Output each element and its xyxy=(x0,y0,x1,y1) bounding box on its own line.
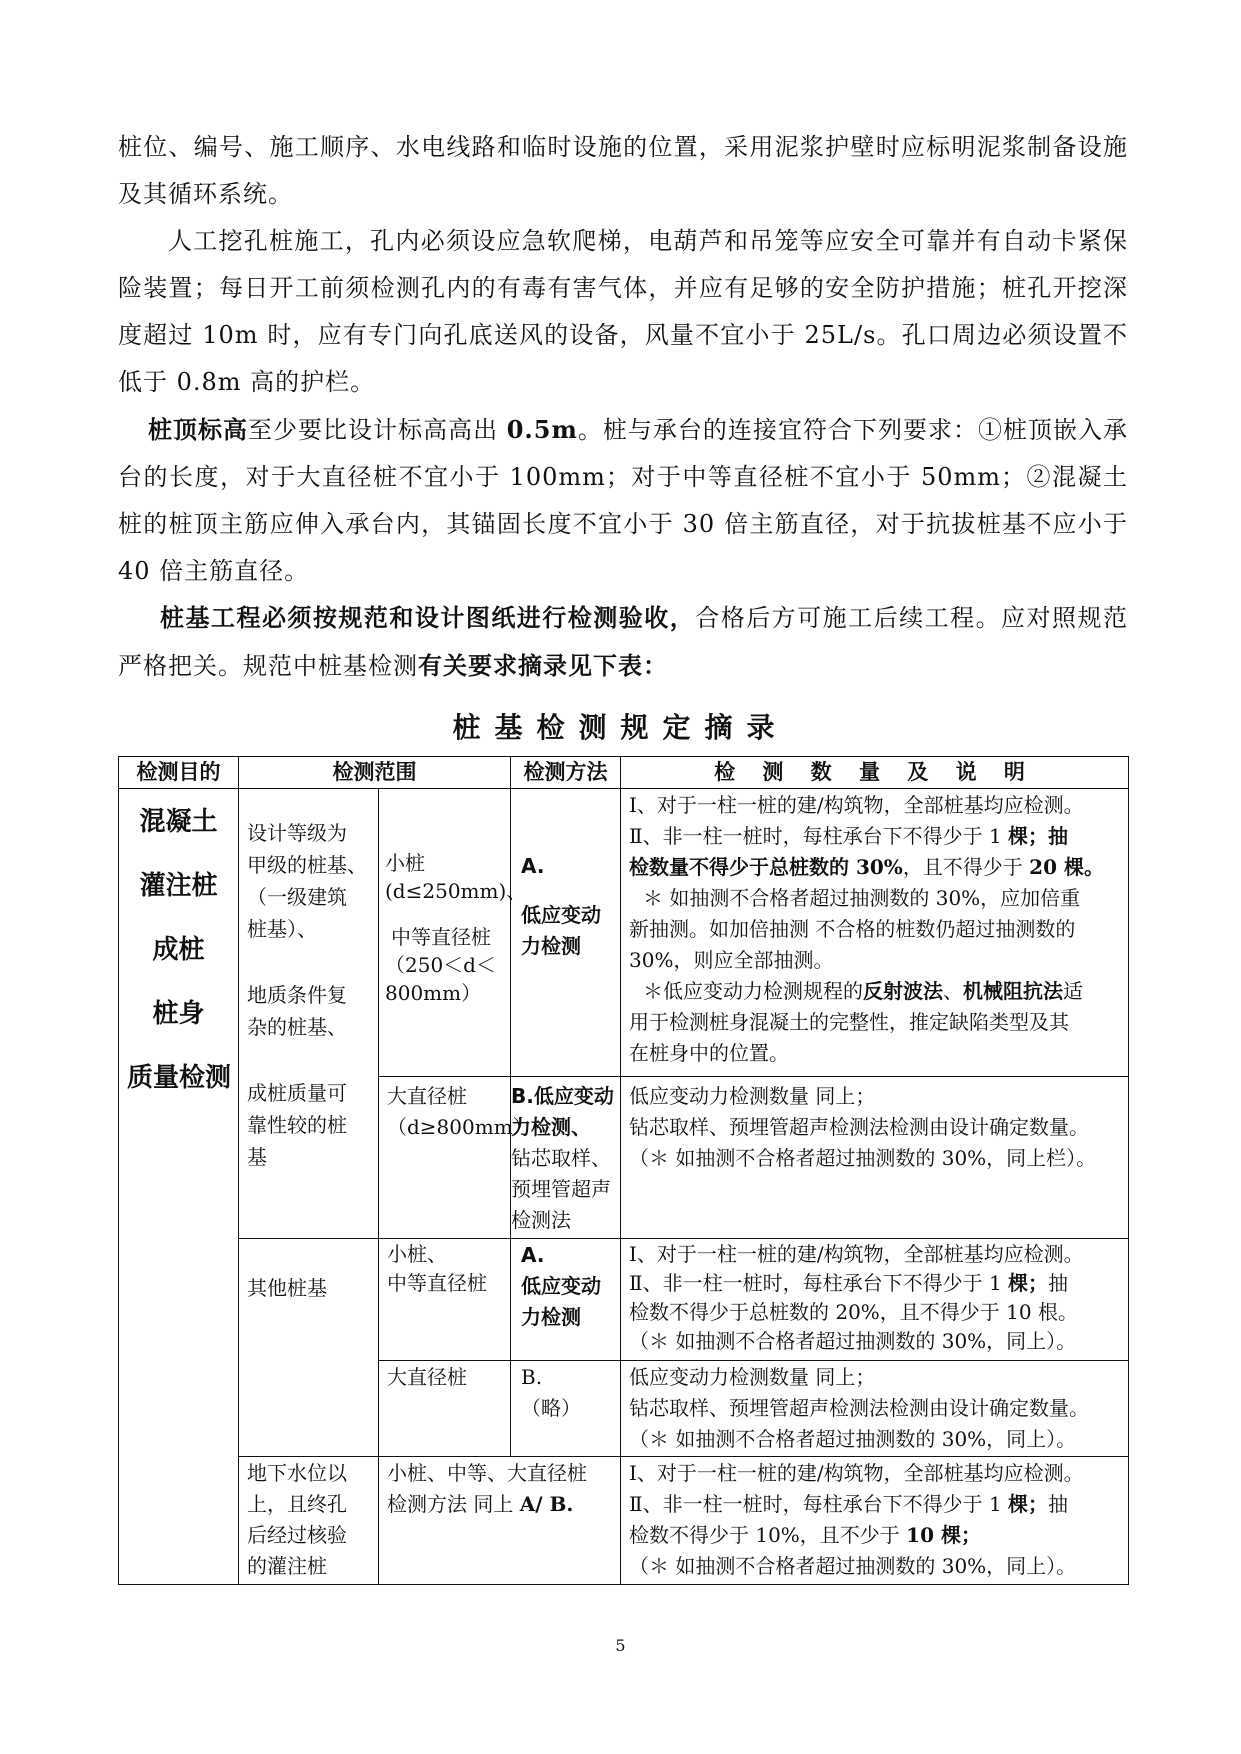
header-method: 检测方法 xyxy=(511,757,621,789)
quantity-line: 钻芯取样、预埋管超声检测法检测由设计确定数量。 xyxy=(629,1396,1089,1420)
paragraph-4 xyxy=(118,594,1128,690)
method-line: 钻芯取样、 xyxy=(511,1146,611,1170)
method-line: 低应变动 xyxy=(521,903,601,927)
quantity-cell xyxy=(621,1239,1129,1361)
quantity-cell xyxy=(621,789,1129,1077)
size-line: 小桩、中等、大直径桩 xyxy=(387,1461,587,1485)
quantity-text: 抽 xyxy=(1048,1271,1069,1295)
quantity-line: 30%，则应全部抽测。 xyxy=(629,948,834,972)
paragraph-2 xyxy=(118,218,1128,406)
scope-line xyxy=(247,1043,370,1077)
quantity-line: 低应变动力检测数量 同上； xyxy=(629,1365,876,1389)
scope-cell-group2 xyxy=(239,1239,379,1457)
quantity-cell xyxy=(621,1077,1129,1239)
quantity-line: Ⅰ、对于一柱一桩的建/构筑物，全部桩基均应检测。 xyxy=(629,793,1084,817)
size-line: 中等直径桩 xyxy=(391,925,491,949)
scope-cell-group1 xyxy=(239,789,379,1239)
scope-line: 后经过核验 xyxy=(247,1523,347,1547)
paragraph-4-text: 合格后方可施工后续工程。应对照规范严格把关。规范中桩基检测 xyxy=(118,604,1129,680)
quantity-line xyxy=(629,1269,1120,1298)
size-method-cell xyxy=(379,1457,621,1585)
size-cell xyxy=(379,789,527,1077)
scope-line: 杂的桩基、 xyxy=(247,1015,347,1039)
size-cell xyxy=(379,1361,511,1457)
quantity-bold-text: 检数量不得少于总桩数的 30% xyxy=(629,855,903,879)
quantity-cell xyxy=(621,1361,1129,1457)
pile-inspection-table xyxy=(118,756,1129,1585)
size-line: 大直径桩 xyxy=(387,1084,467,1108)
method-cell xyxy=(511,789,621,1077)
quantity-line xyxy=(629,1489,1120,1520)
size-line: 中等直径桩 xyxy=(387,1271,487,1295)
paragraph-3-text-b: 。桩与承台的连接宜符合下列要求：①桩顶嵌入承台的长度，对于大直径桩不宜小于 100mm；对于中等直径桩不宜小于 50mm；②混凝土桩的桩顶主筋应伸入承台内，其锚固长度不宜小于 30 倍主筋直径，对于抗拔桩基不应小于 40 倍主筋直径。 xyxy=(118,416,1129,585)
purpose-line: 混凝土 xyxy=(139,807,218,837)
purpose-line: 质量检测 xyxy=(127,1063,232,1093)
purpose-line: 成桩 xyxy=(152,935,205,965)
size-text: 检测方法 同上 xyxy=(387,1492,520,1516)
quantity-text: Ⅱ、非一柱一桩时，每柱承台下不得少于 1 xyxy=(629,1271,1009,1295)
method-line: A. xyxy=(521,1243,545,1267)
quantity-text: ，且不得少于 xyxy=(902,855,1030,879)
scope-line: 其他桩基 xyxy=(247,1276,327,1300)
paragraph-1 xyxy=(118,124,1128,218)
quantity-line xyxy=(629,976,1120,1007)
size-line: 800mm） xyxy=(385,981,482,1005)
method-cell xyxy=(511,1239,621,1361)
scope-line: 上，且终孔 xyxy=(247,1492,347,1516)
paragraph-3 xyxy=(118,406,1128,595)
scope-line: 靠性较的桩 xyxy=(247,1113,347,1137)
paragraph-4-bold-b: 有关要求摘录见下表： xyxy=(418,651,668,680)
size-line xyxy=(385,905,508,923)
quantity-line: 检数不得少于总桩数的 20%，且不得少于 10 根。 xyxy=(629,1300,1078,1324)
scope-cell-group3 xyxy=(239,1457,379,1585)
method-cell xyxy=(511,1361,621,1457)
size-bold-text: A/ B. xyxy=(519,1492,574,1516)
table-row xyxy=(119,789,1129,1077)
quantity-line xyxy=(629,1520,1120,1551)
quantity-bold-text: 机械阻抗法 xyxy=(963,979,1063,1003)
quantity-line: 新抽测。如加倍抽测 不合格的桩数仍超过抽测数的 xyxy=(629,917,1076,941)
quantity-text: 适 xyxy=(1063,979,1083,1003)
paragraph-4-bold-a: 桩基工程必须按规范和设计图纸进行检测验收， xyxy=(160,603,696,632)
quantity-line: （＊ 如抽测不合格者超过抽测数的 30%，同上）。 xyxy=(629,1329,1077,1353)
quantity-line: 钻芯取样、预埋管超声检测法检测由设计确定数量。 xyxy=(629,1115,1089,1139)
method-line: （略） xyxy=(521,1396,581,1420)
quantity-text: 检数不得少于 10%，且不少于 xyxy=(629,1523,907,1547)
method-line: 力检测 xyxy=(521,934,581,958)
method-cell xyxy=(511,1077,621,1239)
size-line: 小桩 xyxy=(385,851,425,875)
quantity-bold-text: 20 棵。 xyxy=(1029,855,1104,879)
size-cell xyxy=(379,1077,533,1239)
purpose-line: 灌注桩 xyxy=(139,871,218,901)
quantity-text: ＊低应变动力检测规程的 xyxy=(643,979,863,1003)
scope-line: 桩基）、 xyxy=(247,917,317,941)
header-scope: 检测范围 xyxy=(239,757,511,789)
size-cell xyxy=(379,1239,511,1361)
header-purpose: 检测目的 xyxy=(119,757,239,789)
scope-line xyxy=(247,945,370,979)
quantity-line: Ⅰ、对于一柱一桩的建/构筑物，全部桩基均应检测。 xyxy=(629,1461,1084,1485)
scope-line: 成桩质量可 xyxy=(247,1081,347,1105)
quantity-line: （＊ 如抽测不合格者超过抽测数的 30%，同上）。 xyxy=(629,1554,1077,1578)
size-line: （250＜d＜ xyxy=(385,953,496,977)
method-line: 力检测 xyxy=(521,1305,581,1329)
quantity-text: Ⅱ、非一柱一桩时，每柱承台下不得少于 1 xyxy=(629,824,1009,848)
method-line: 力检测、 xyxy=(511,1115,591,1139)
table-header-row xyxy=(119,757,1129,789)
table-row xyxy=(119,1457,1129,1585)
method-line: 预埋管超声 xyxy=(511,1177,611,1201)
quantity-text: Ⅱ、非一柱一桩时，每柱承台下不得少于 1 xyxy=(629,1492,1009,1516)
quantity-line: （＊ 如抽测不合格者超过抽测数的 30%，同上栏）。 xyxy=(629,1146,1097,1170)
purpose-cell xyxy=(119,789,239,1585)
paragraph-3-text-a: 至少要比设计标高高出 xyxy=(248,416,507,444)
header-quantity: 检 测 数 量 及 说 明 xyxy=(621,757,1129,789)
quantity-cell xyxy=(621,1457,1129,1585)
scope-line: 地下水位以 xyxy=(247,1461,347,1485)
scope-line: 基 xyxy=(247,1145,267,1169)
quantity-line: 低应变动力检测数量 同上； xyxy=(629,1084,876,1108)
size-line: （d≥800mm） xyxy=(387,1115,533,1139)
quantity-line xyxy=(629,821,1120,852)
size-line: (d≤250mm)、 xyxy=(385,879,527,903)
scope-line: 的灌注桩 xyxy=(247,1554,327,1578)
quantity-bold-text: 棵； xyxy=(1008,1271,1049,1295)
size-line: 大直径桩 xyxy=(387,1365,467,1389)
purpose-line: 桩身 xyxy=(152,999,205,1029)
quantity-line: （＊ 如抽测不合格者超过抽测数的 30%，同上）。 xyxy=(629,1427,1077,1451)
table-row xyxy=(119,1239,1129,1361)
scope-line: 甲级的桩基、 xyxy=(247,853,367,877)
quantity-bold-text: 棵； xyxy=(1008,1492,1049,1516)
quantity-line: ＊ 如抽测不合格者超过抽测数的 30%，应加倍重 xyxy=(643,886,1081,910)
scope-line: 设计等级为 xyxy=(247,821,347,845)
page-number: 5 xyxy=(615,1636,626,1655)
paragraph-2-text: 人工挖孔桩施工，孔内必须设应急软爬梯，电葫芦和吊笼等应安全可靠并有自动卡紧保险装置；每日开工前须检测孔内的有毒有害气体，并应有足够的安全防护措施；桩孔开挖深度超过 10m 时，应有专门向孔底送风的设备，风量不宜小于 25L/s。孔口周边必须设置不低于 0.8m 高的护栏。 xyxy=(118,227,1128,396)
method-line: B.低应变动 xyxy=(511,1084,614,1108)
method-line: B. xyxy=(521,1365,543,1389)
size-line: 小桩、 xyxy=(387,1242,447,1266)
quantity-line xyxy=(629,852,1120,883)
scope-line: 地质条件复 xyxy=(247,983,347,1007)
quantity-bold-text: 反射波法 xyxy=(863,979,943,1003)
size-line xyxy=(387,1489,612,1520)
scope-line: （一级建筑 xyxy=(247,885,347,909)
quantity-line: Ⅰ、对于一柱一桩的建/构筑物，全部桩基均应检测。 xyxy=(629,1242,1084,1266)
quantity-bold-text: 10 棵； xyxy=(906,1523,981,1547)
method-line: A. xyxy=(521,854,545,878)
quantity-line: 在桩身中的位置。 xyxy=(629,1041,789,1065)
method-line: 低应变动 xyxy=(521,1274,601,1298)
pile-top-elevation-term: 桩顶标高 xyxy=(148,415,249,444)
paragraph-1-text: 桩位、编号、施工顺序、水电线路和临时设施的位置，采用泥浆护壁时应标明泥浆制备设施及其循环系统。 xyxy=(118,133,1128,208)
table-title: 桩基检测规定摘录 xyxy=(452,711,789,744)
quantity-bold-text: 棵；抽 xyxy=(1008,824,1069,848)
quantity-text: 、 xyxy=(943,979,963,1003)
quantity-line: 用于检测桩身混凝土的完整性，推定缺陷类型及其 xyxy=(629,1010,1069,1034)
elevation-value: 0.5m xyxy=(506,415,578,444)
quantity-text: 抽 xyxy=(1048,1492,1069,1516)
method-line xyxy=(521,882,612,900)
method-line: 检测法 xyxy=(511,1208,571,1232)
